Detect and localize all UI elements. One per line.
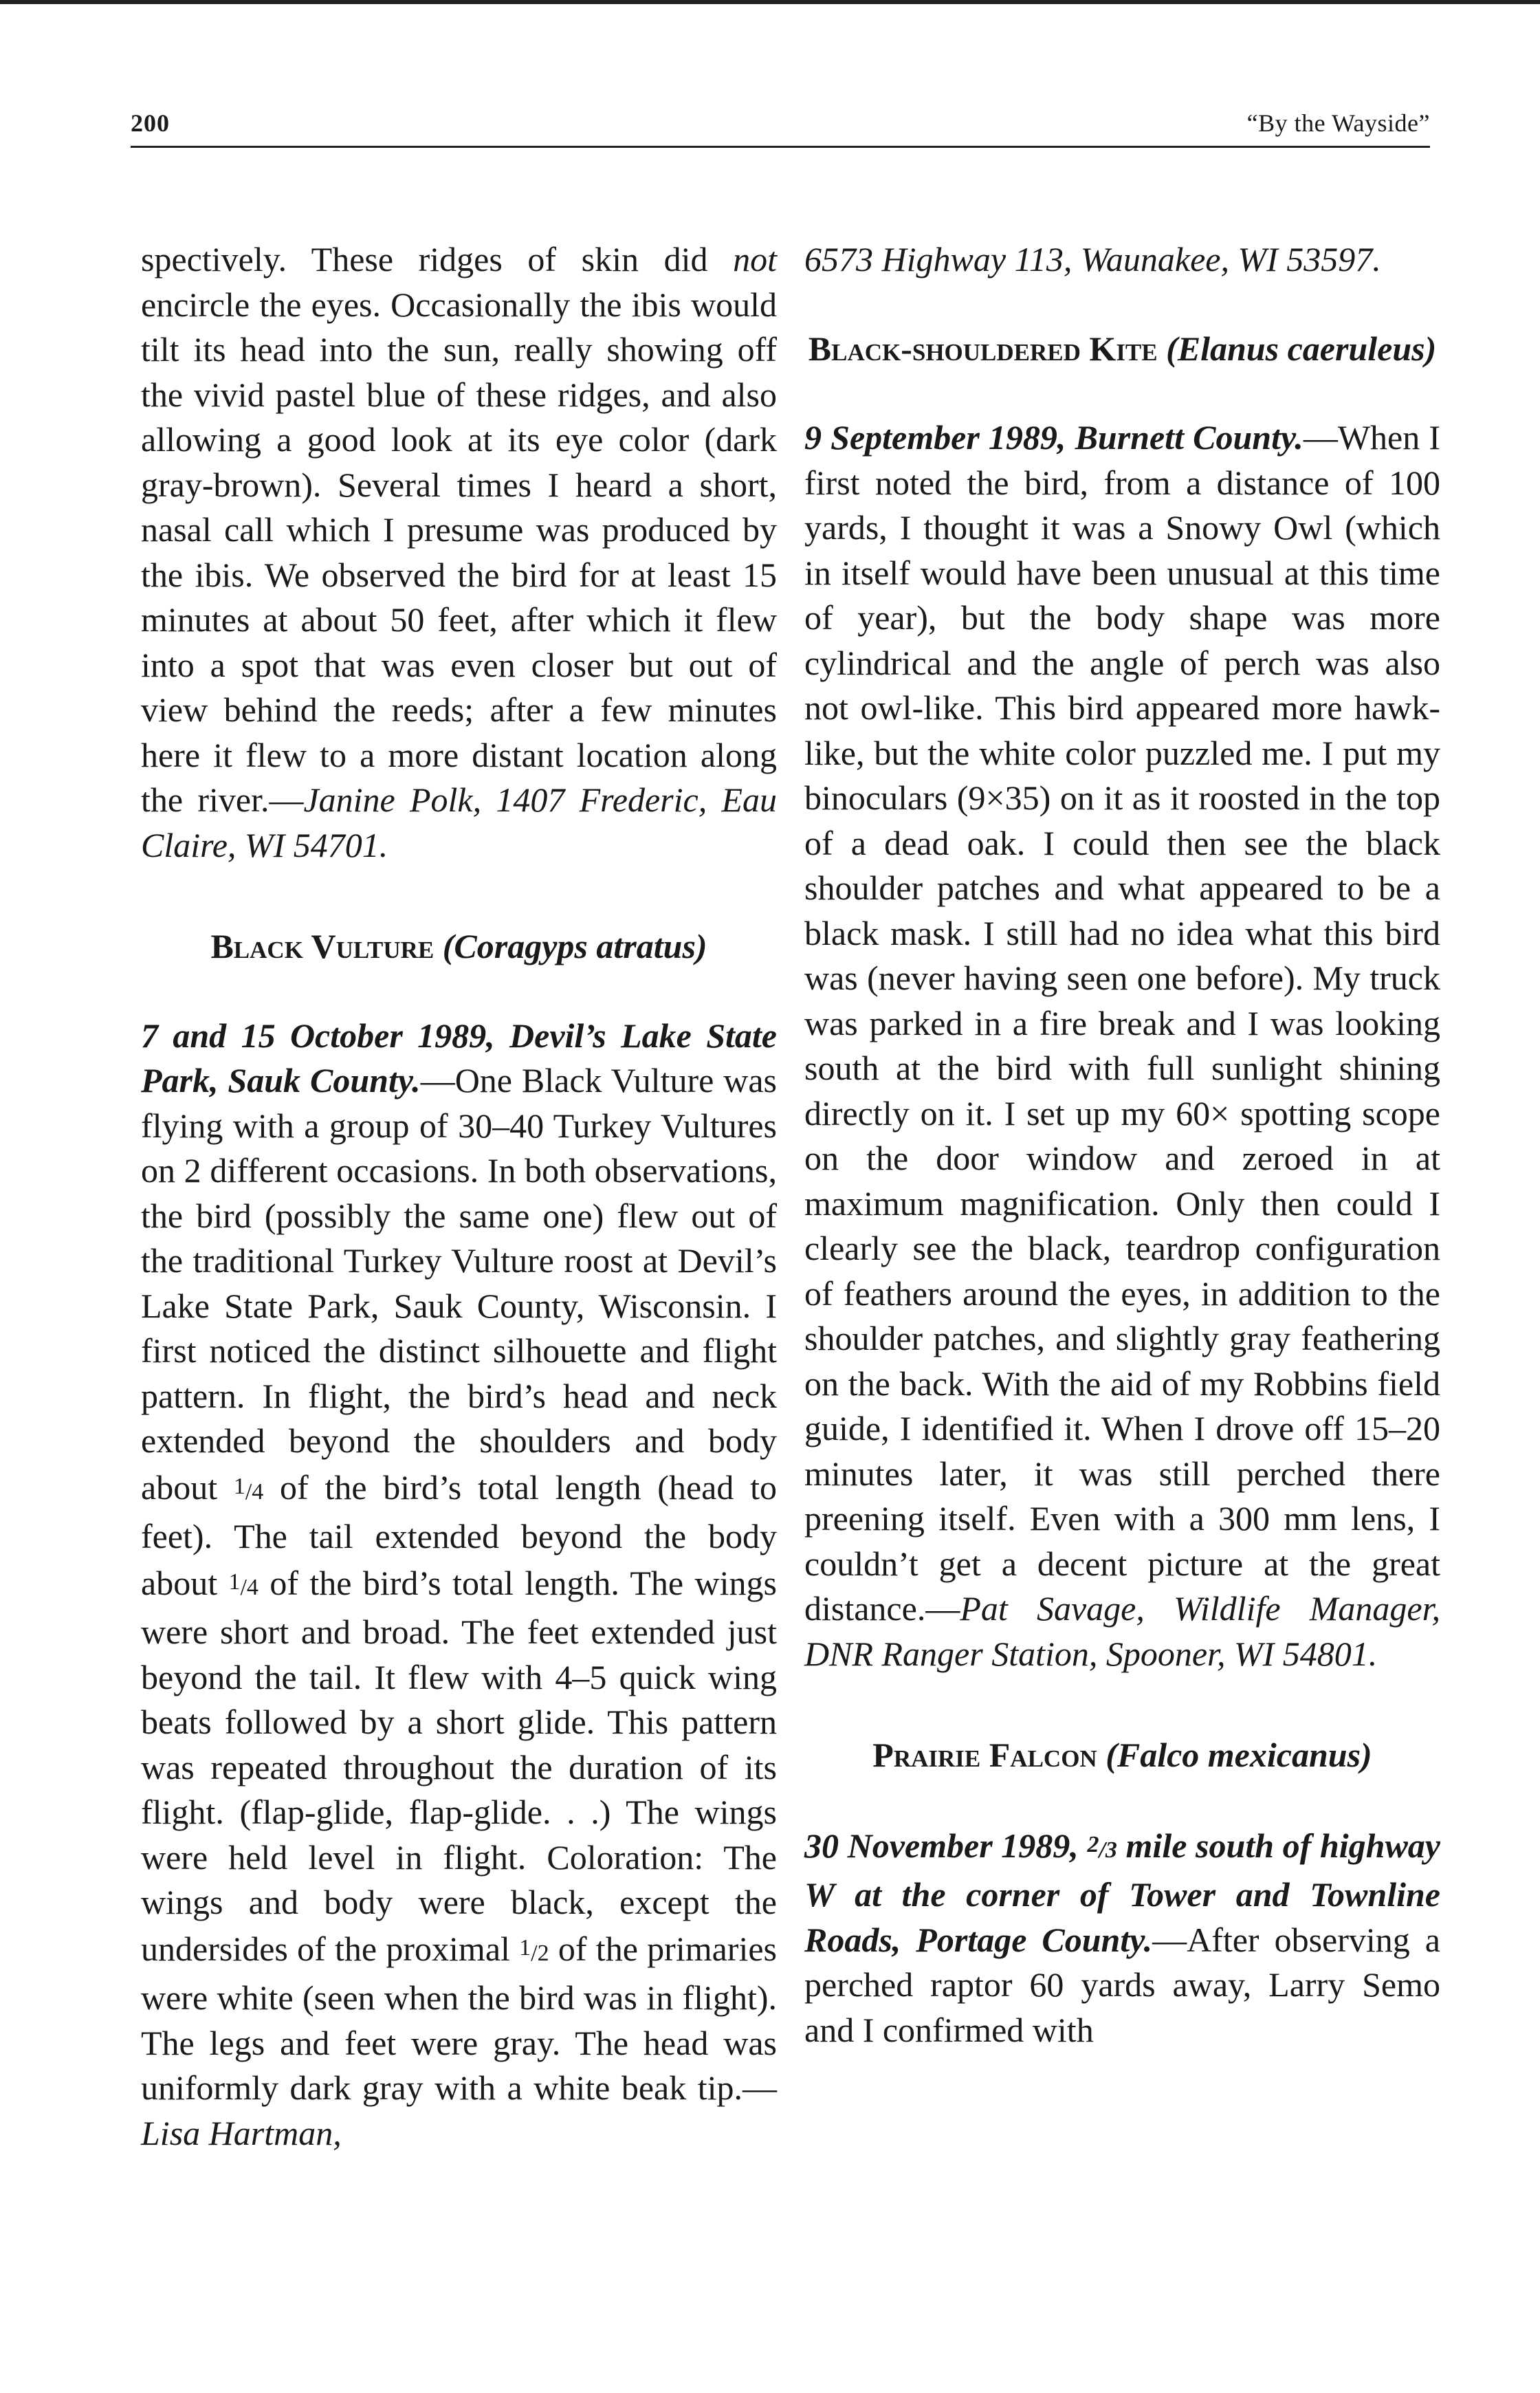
black-vulture-heading-name: Black Vulture: [210, 927, 434, 965]
ibis-text: spectively. These ridges of skin did: [141, 240, 734, 278]
fraction-denominator: /2: [531, 1940, 549, 1966]
ibis-emphasis: not: [733, 240, 777, 278]
black-vulture-heading: [141, 924, 777, 970]
page-header: [131, 103, 1430, 148]
black-shouldered-kite-heading: [804, 327, 1440, 372]
prairie-falcon-heading-latin: (Falco mexicanus): [1106, 1736, 1372, 1774]
black-shouldered-kite-heading-latin: (Elanus caeruleus): [1166, 329, 1437, 368]
black-vulture-signature-end-paragraph: [804, 237, 1440, 283]
black-vulture-paragraph: [141, 1014, 777, 2156]
black-shouldered-kite-text: —When I first noted the bird, from a distance of 100 yards, I thought it was a Snowy Owl (which in itself would have been unusual at this time of year), but the body shape was more cylindrical and the angle of perch was also not owl-like. This bird appeared more hawk-like, but the white color puzzled me. I put my binoculars (9×35) on it as it roosted in the top of a dead oak. I could then see the black shoulder patches and what appeared to be a black mask. I still had no idea what this bird was (never having seen one before). My truck was parked in a fire break and I was looking south at the bird with full sunlight shining directly on it. I set up my 60× spotting scope on the door window and zeroed in at maximum magnification. Only then could I clearly see the black, teardrop configuration of feathers around the eyes, in addition to the shoulder patches, and slightly gray feathering on the back. With the aid of my Robbins field guide, I identified it. When I drove off 15–20 minutes later, it was still perched there preening itself. Even with a 300 mm lens, I couldn’t get a decent picture at the great distance.—: [804, 418, 1440, 1628]
running-head: “By the Wayside”: [1246, 109, 1430, 137]
spacer: [141, 970, 777, 1014]
ibis-text-continued: encircle the eyes. Occasionally the ibis would tilt its head into the sun, really showing off the vivid pastel blue of these ridges, and also allowing a good look at its eye color (dark gray-brown). Several times I heard a short, nasal call which I presume was produced by the ibis. We observed the bird for at least 15 minutes at about 50 feet, after which it flew into a spot that was even closer but out of view behind the reeds; after a few minutes here it flew to a more distant location along the river.—: [141, 285, 777, 819]
prairie-falcon-heading-name: Prairie Falcon: [872, 1736, 1097, 1774]
black-vulture-text-d: of the primaries were white (seen when the bird was in flight). The legs and feet were gray. The head was uniformly dark gray with a white beak tip.—: [141, 1929, 777, 2107]
black-vulture-text-c: of the bird’s total length. The wings were short and broad. The feet extended just beyond the tail. It flew with 4–5 quick wing beats followed by a short glide. This pattern was repeated throughout the duration of its flight. (flap-glide, flap-glide. . .) The wings were held level in flight. Coloration: The wings and body were black, except the undersides of the proximal: [141, 1563, 777, 1968]
spacer: [804, 283, 1440, 327]
top-edge-rule: [0, 0, 1540, 4]
page-number: 200: [131, 109, 170, 137]
spacer: [804, 1676, 1440, 1733]
black-vulture-signature: Lisa Hartman,: [141, 2113, 342, 2152]
spacer: [804, 1778, 1440, 1822]
black-vulture-text-a: —One Black Vulture was flying with a group of 30–40 Turkey Vultures on 2 different occasions. In both observations, the bird (possibly the same one) flew out of the traditional Turkey Vulture roost at Devil’s Lake State Park, Sauk County, Wisconsin. I first noticed the distinct silhouette and flight pattern. In flight, the bird’s head and neck extended beyond the shoulders and body about: [141, 1061, 778, 1507]
prairie-falcon-dateline-a: 30 November 1989,: [804, 1826, 1088, 1865]
black-vulture-dateline: 7 and 15 October 1989, Devil’s Lake State Park, Sauk County.: [141, 1016, 777, 1100]
ibis-signature: Janine Polk, 1407 Frederic, Eau Claire, WI 54701.: [141, 780, 777, 864]
prairie-falcon-dateline-b: mile south of highway W at the corner of Tower and Townline Roads, Portage County.: [804, 1826, 1440, 1959]
fraction-denominator: /4: [245, 1478, 264, 1505]
black-vulture-signature-end: 6573 Highway 113, Waunakee, WI 53597.: [804, 240, 1381, 278]
prairie-falcon-heading: [804, 1733, 1440, 1778]
fraction-numerator: 1: [519, 1934, 531, 1960]
fraction-numerator: 2: [1087, 1831, 1099, 1857]
spacer: [141, 868, 777, 924]
ibis-paragraph: [141, 237, 777, 868]
black-vulture-heading-latin: (Coragyps atratus): [442, 927, 707, 965]
prairie-falcon-text: —After observing a perched raptor 60 yards away, Larry Semo and I confirmed with: [804, 1920, 1440, 2049]
right-column: [804, 237, 1440, 2053]
black-shouldered-kite-heading-name: Black-shouldered Kite: [808, 329, 1158, 368]
fraction-numerator: 1: [233, 1473, 245, 1499]
black-shouldered-kite-dateline: 9 September 1989, Burnett County.: [804, 418, 1304, 457]
left-column: [141, 237, 777, 2156]
black-shouldered-kite-paragraph: [804, 415, 1440, 1676]
fraction-denominator: /4: [240, 1574, 258, 1600]
fraction-denominator: /3: [1099, 1837, 1117, 1863]
black-vulture-text-b: of the bird’s total length (head to feet). The tail extended beyond the body about: [141, 1467, 777, 1602]
prairie-falcon-paragraph: [804, 1822, 1440, 2053]
spacer: [804, 371, 1440, 415]
black-shouldered-kite-signature: Pat Savage, Wildlife Manager, DNR Ranger Station, Spooner, WI 54801.: [804, 1589, 1440, 1673]
fraction-numerator: 1: [228, 1569, 241, 1595]
